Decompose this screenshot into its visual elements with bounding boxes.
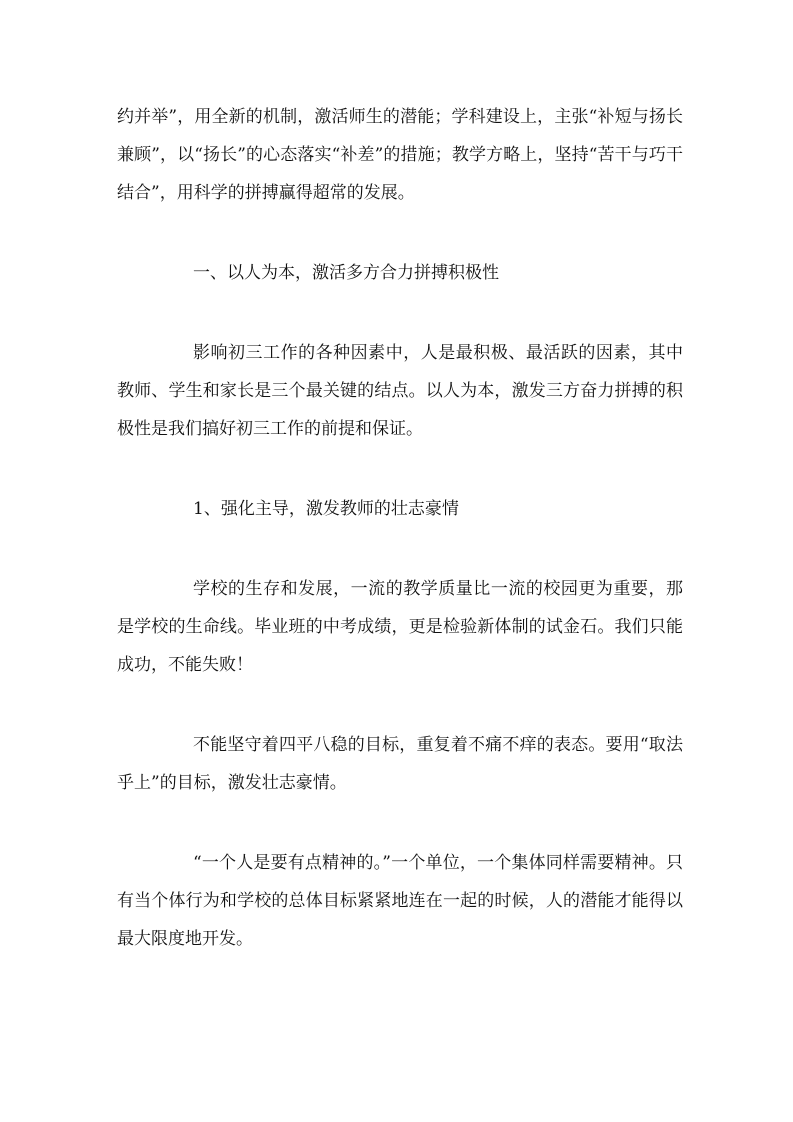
paragraph-school-development: 学校的生存和发展，一流的教学质量比一流的校园更为重要，那是学校的生命线。毕业班的中考成绩，更是检验新体制的试金石。我们只能成功，不能失败！ [117,579,683,675]
paragraph-factors: 影响初三工作的各种因素中，人是最积极、最活跃的因素，其中教师、学生和家长是三个最关键的结点。以人为本，激发三方奋力拼搏的积极性是我们搞好初三工作的前提和保证。 [117,343,683,439]
paragraph-spirit: “一个人是要有点精神的。”一个单位，一个集体同样需要精神。只有当个体行为和学校的总体目标紧紧地连在一起的时候，人的潜能才能得以最大限度地开发。 [117,853,683,949]
subsection-heading-teachers: 1、强化主导，激发教师的壮志豪情 [193,499,459,519]
paragraph-continuation: 约并举”，用全新的机制，激活师生的潜能；学科建设上，主张“补短与扬长兼顾”，以“扬长”的心态落实“补差”的措施；教学方略上，坚持“苦干与巧干结合”，用科学的拼搏赢得超常的发展。 [117,107,683,203]
document-body [117,98,683,958]
section-heading-people-oriented: 一、以人为本，激活多方合力拼搏积极性 [193,263,499,283]
paragraph-goals: 不能坚守着四平八稳的目标，重复着不痛不痒的表态。要用“取法乎上”的目标，激发壮志豪情。 [117,735,683,793]
